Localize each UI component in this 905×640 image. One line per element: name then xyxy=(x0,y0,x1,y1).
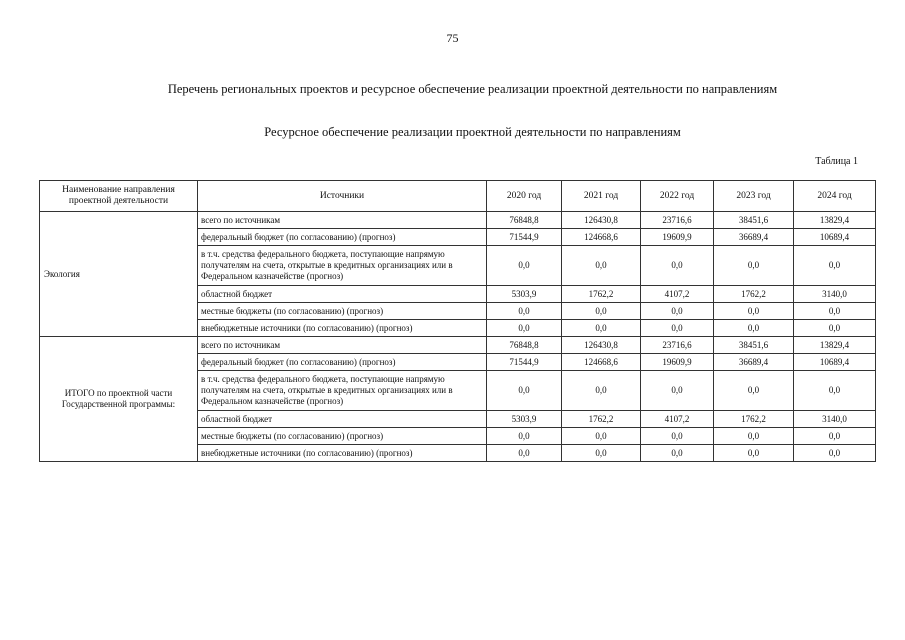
header-direction: Наименование направления проектной деятельности xyxy=(40,181,198,212)
value-cell: 3140,0 xyxy=(794,286,876,303)
value-cell: 1762,2 xyxy=(714,411,794,428)
value-cell: 13829,4 xyxy=(794,337,876,354)
value-cell: 0,0 xyxy=(487,303,562,320)
source-cell: всего по источникам xyxy=(198,212,487,229)
value-cell: 126430,8 xyxy=(562,337,641,354)
value-cell: 13829,4 xyxy=(794,212,876,229)
value-cell: 0,0 xyxy=(562,428,641,445)
resources-table xyxy=(39,180,876,462)
header-year: 2020 год xyxy=(487,181,562,212)
value-cell: 5303,9 xyxy=(487,286,562,303)
value-cell: 76848,8 xyxy=(487,337,562,354)
value-cell: 3140,0 xyxy=(794,411,876,428)
header-year: 2021 год xyxy=(562,181,641,212)
value-cell: 19609,9 xyxy=(641,229,714,246)
value-cell: 0,0 xyxy=(641,246,714,286)
source-cell: областной бюджет xyxy=(198,286,487,303)
source-cell: областной бюджет xyxy=(198,411,487,428)
value-cell: 10689,4 xyxy=(794,354,876,371)
value-cell: 124668,6 xyxy=(562,354,641,371)
value-cell: 23716,6 xyxy=(641,212,714,229)
value-cell: 76848,8 xyxy=(487,212,562,229)
value-cell: 0,0 xyxy=(562,246,641,286)
value-cell: 0,0 xyxy=(714,445,794,462)
value-cell: 1762,2 xyxy=(562,411,641,428)
value-cell: 0,0 xyxy=(794,320,876,337)
value-cell: 0,0 xyxy=(714,428,794,445)
value-cell: 19609,9 xyxy=(641,354,714,371)
table-row xyxy=(40,212,876,229)
value-cell: 124668,6 xyxy=(562,229,641,246)
value-cell: 0,0 xyxy=(714,320,794,337)
value-cell: 36689,4 xyxy=(714,229,794,246)
value-cell: 71544,9 xyxy=(487,354,562,371)
value-cell: 0,0 xyxy=(714,371,794,411)
value-cell: 0,0 xyxy=(562,371,641,411)
value-cell: 0,0 xyxy=(562,445,641,462)
source-cell: в т.ч. средства федерального бюджета, поступающие напрямую получателям на счета, открытые в кредитных организациях или в Федеральном казначействе (прогноз) xyxy=(198,246,487,286)
value-cell: 0,0 xyxy=(487,320,562,337)
header-sources: Источники xyxy=(198,181,487,212)
value-cell: 71544,9 xyxy=(487,229,562,246)
value-cell: 38451,6 xyxy=(714,212,794,229)
source-cell: в т.ч. средства федерального бюджета, поступающие напрямую получателям на счета, открытые в кредитных организациях или в Федеральном казначействе (прогноз) xyxy=(198,371,487,411)
value-cell: 0,0 xyxy=(562,320,641,337)
value-cell: 0,0 xyxy=(714,303,794,320)
value-cell: 0,0 xyxy=(487,428,562,445)
page-number: 75 xyxy=(446,31,459,45)
value-cell: 36689,4 xyxy=(714,354,794,371)
source-cell: внебюджетные источники (по согласованию) (прогноз) xyxy=(198,320,487,337)
value-cell: 0,0 xyxy=(794,445,876,462)
document-subtitle: Ресурсное обеспечение реализации проектной деятельности по направлениям xyxy=(264,125,681,139)
direction-cell: Экология xyxy=(40,212,198,337)
value-cell: 38451,6 xyxy=(714,337,794,354)
header-year: 2022 год xyxy=(641,181,714,212)
source-cell: местные бюджеты (по согласованию) (прогноз) xyxy=(198,428,487,445)
source-cell: местные бюджеты (по согласованию) (прогноз) xyxy=(198,303,487,320)
value-cell: 0,0 xyxy=(641,303,714,320)
value-cell: 1762,2 xyxy=(714,286,794,303)
header-year: 2024 год xyxy=(794,181,876,212)
source-cell: всего по источникам xyxy=(198,337,487,354)
value-cell: 0,0 xyxy=(641,320,714,337)
value-cell: 1762,2 xyxy=(562,286,641,303)
value-cell: 5303,9 xyxy=(487,411,562,428)
value-cell: 4107,2 xyxy=(641,411,714,428)
source-cell: внебюджетные источники (по согласованию) (прогноз) xyxy=(198,445,487,462)
value-cell: 10689,4 xyxy=(794,229,876,246)
header-year: 2023 год xyxy=(714,181,794,212)
value-cell: 0,0 xyxy=(714,246,794,286)
value-cell: 0,0 xyxy=(487,371,562,411)
value-cell: 0,0 xyxy=(562,303,641,320)
value-cell: 0,0 xyxy=(794,428,876,445)
value-cell: 0,0 xyxy=(641,371,714,411)
table-header-row xyxy=(40,181,876,212)
value-cell: 4107,2 xyxy=(641,286,714,303)
value-cell: 0,0 xyxy=(794,246,876,286)
value-cell: 0,0 xyxy=(487,246,562,286)
source-cell: федеральный бюджет (по согласованию) (прогноз) xyxy=(198,354,487,371)
document-title: Перечень региональных проектов и ресурсное обеспечение реализации проектной деятельности по направлениям xyxy=(167,82,778,96)
value-cell: 0,0 xyxy=(641,445,714,462)
value-cell: 0,0 xyxy=(487,445,562,462)
table-label: Таблица 1 xyxy=(815,156,858,167)
value-cell: 0,0 xyxy=(794,371,876,411)
value-cell: 126430,8 xyxy=(562,212,641,229)
value-cell: 0,0 xyxy=(641,428,714,445)
direction-cell: ИТОГО по проектной части Государственной программы: xyxy=(40,337,198,462)
source-cell: федеральный бюджет (по согласованию) (прогноз) xyxy=(198,229,487,246)
value-cell: 0,0 xyxy=(794,303,876,320)
table-row xyxy=(40,337,876,354)
value-cell: 23716,6 xyxy=(641,337,714,354)
